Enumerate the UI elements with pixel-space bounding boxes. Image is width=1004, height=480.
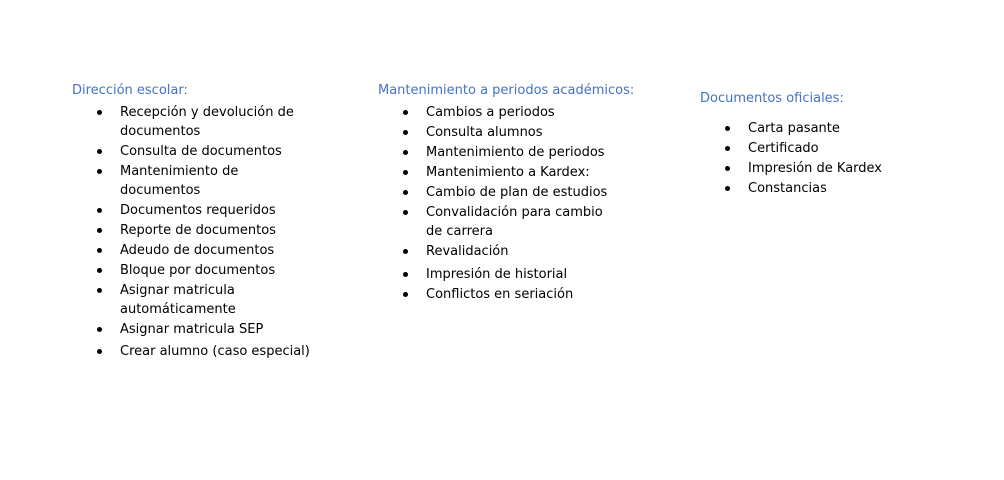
list-item-text: Carta pasante [748, 121, 840, 136]
list-item [72, 320, 332, 339]
list-item-text: Cambio de plan de estudios [426, 185, 608, 200]
list-item-text: Certificado [748, 141, 819, 156]
list-item [378, 203, 638, 241]
bullet-icon [725, 146, 730, 151]
list-item-text: Mantenimiento a Kardex: [426, 165, 590, 180]
list-item-text: Consulta de documentos [120, 144, 282, 159]
list-item [72, 281, 332, 319]
bullet-icon [403, 170, 408, 175]
list-item-text: Conflictos en seriación [426, 287, 574, 302]
list-item-text: Documentos requeridos [120, 203, 276, 218]
section-heading: Dirección escolar: [72, 83, 188, 98]
bullet-icon [97, 268, 102, 273]
bullet-icon [725, 166, 730, 171]
bullet-icon [97, 149, 102, 154]
list-item-text: Mantenimiento de documentos [120, 164, 239, 198]
list-item-text: Crear alumno (caso especial) [120, 344, 310, 359]
bullet-icon [403, 210, 408, 215]
list-item [378, 285, 638, 304]
bullet-icon [403, 292, 408, 297]
bullet-icon [403, 130, 408, 135]
list-item [72, 342, 332, 361]
bullet-icon [97, 228, 102, 233]
bullet-list [700, 119, 960, 198]
section-mantenimiento-periodos [378, 82, 638, 305]
bullet-list [378, 103, 638, 304]
bullet-icon [403, 249, 408, 254]
list-item-text: Convalidación para cambio de carrera [426, 205, 603, 239]
bullet-icon [97, 110, 102, 115]
list-item [378, 265, 638, 284]
list-item [378, 242, 638, 261]
bullet-icon [97, 208, 102, 213]
list-item-text: Mantenimiento de periodos [426, 145, 605, 160]
list-item-text: Bloque por documentos [120, 263, 276, 278]
bullet-icon [97, 327, 102, 332]
section-heading: Documentos oficiales: [700, 91, 844, 106]
list-item [700, 159, 960, 178]
list-item [378, 123, 638, 142]
list-item [72, 162, 332, 200]
list-item-text: Impresión de Kardex [748, 161, 882, 176]
list-item [378, 143, 638, 162]
list-item [72, 261, 332, 280]
bullet-icon [97, 169, 102, 174]
bullet-icon [97, 349, 102, 354]
bullet-icon [403, 190, 408, 195]
list-item [700, 179, 960, 198]
list-item [700, 119, 960, 138]
list-item-text: Asignar matricula SEP [120, 322, 264, 337]
bullet-icon [725, 126, 730, 131]
list-item [378, 163, 638, 182]
bullet-list [72, 103, 332, 361]
bullet-icon [725, 186, 730, 191]
list-item-text: Asignar matricula automáticamente [120, 283, 236, 317]
list-item-text: Revalidación [426, 244, 509, 259]
bullet-icon [403, 110, 408, 115]
list-item-text: Impresión de historial [426, 267, 568, 282]
list-item [72, 241, 332, 260]
section-heading: Mantenimiento a periodos académicos: [378, 83, 635, 98]
list-item-text: Constancias [748, 181, 827, 196]
list-item-text: Adeudo de documentos [120, 243, 275, 258]
bullet-icon [403, 272, 408, 277]
list-item-text: Reporte de documentos [120, 223, 276, 238]
bullet-icon [97, 288, 102, 293]
section-direccion-escolar [72, 82, 332, 362]
list-item [378, 183, 638, 202]
list-item-text: Cambios a periodos [426, 105, 555, 120]
list-item-text: Consulta alumnos [426, 125, 543, 140]
list-item-text: Recepción y devolución de documentos [120, 105, 294, 139]
list-item [72, 201, 332, 220]
list-item [72, 142, 332, 161]
list-item [72, 221, 332, 240]
bullet-icon [403, 150, 408, 155]
list-item [378, 103, 638, 122]
section-documentos-oficiales [700, 90, 960, 199]
list-item [700, 139, 960, 158]
bullet-icon [97, 248, 102, 253]
list-item [72, 103, 332, 141]
